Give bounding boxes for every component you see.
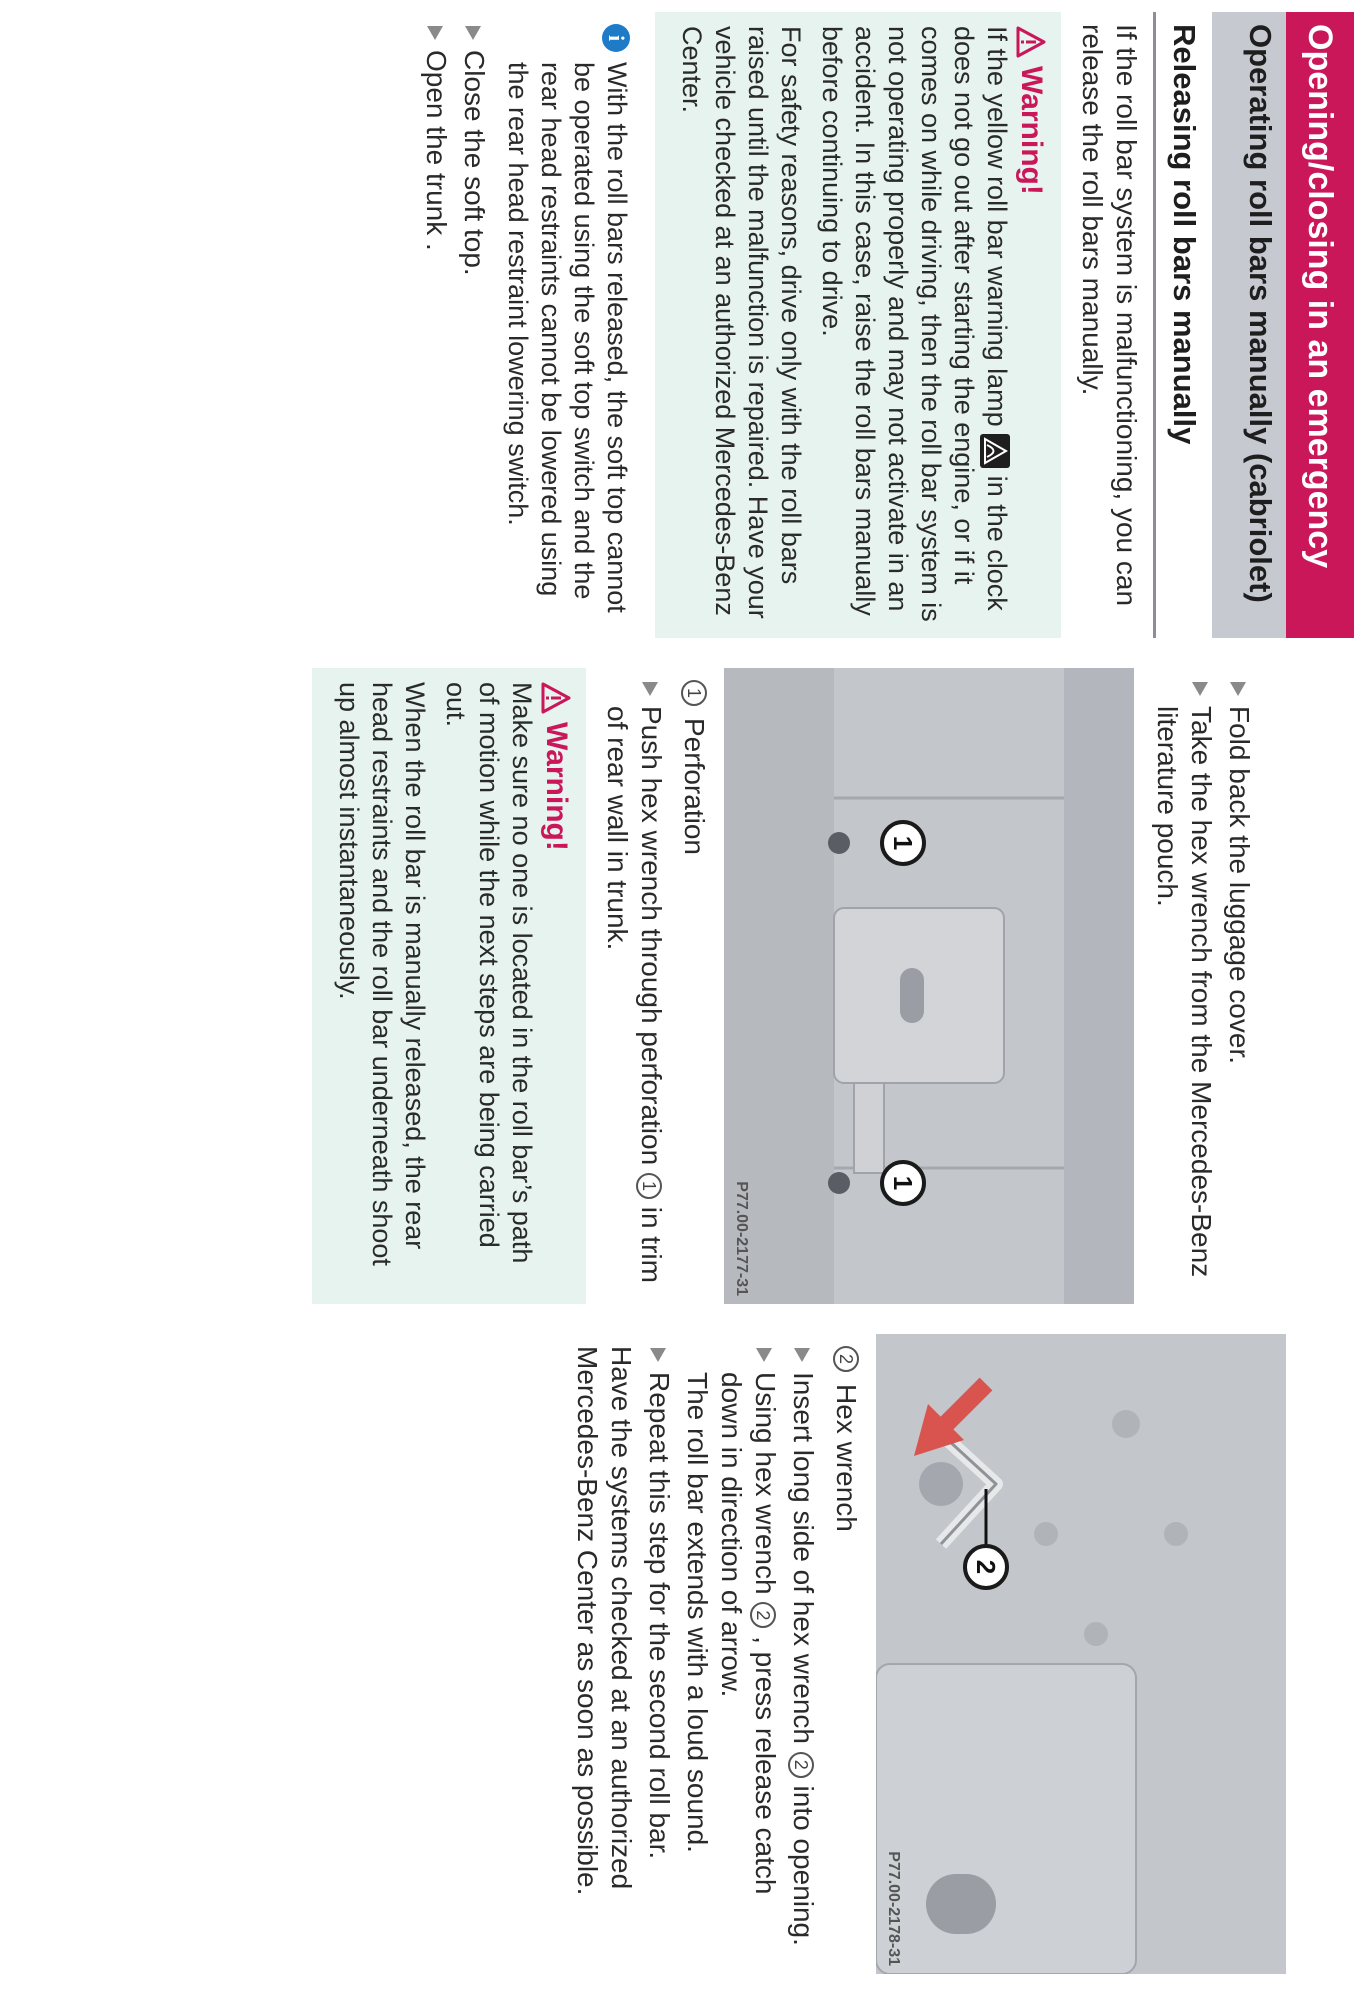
column-2 [312,668,1366,1304]
step-push-hex-wrench [600,680,668,1292]
callout-1-right: 1 [880,1160,926,1206]
figure-code-1: P77.00-2177-31 [733,1181,750,1296]
warning2-paragraph-1: Make sure no one is located in the roll bar’s path of motion while the next steps are being carried out. [441,682,537,1264]
info-note-text: With the roll bars released, the soft top cannot be operated using the soft top switch and the rear head restraints cannot be lowered using the rear head restraint lowering switch. [503,62,632,613]
section-title: Operating roll bars manually (cabriolet) [1212,12,1286,638]
info-icon: i [602,24,630,52]
warning-triangle-icon [541,682,571,714]
callout-2: 2 [963,1544,1009,1590]
column-3 [570,1334,1366,1974]
figure-perforation [724,668,1134,1304]
warning-title-1 [1013,26,1049,624]
step-take-hex-wrench: Take the hex wrench from the Mercedes-Benz literature pouch. [1150,680,1218,1292]
subsection-title: Releasing roll bars manually [1153,12,1212,638]
step-using-text-before: Using hex wrench [750,1372,781,1595]
warning-title-text-2: Warning! [540,722,573,851]
step-insert-number: 2 [788,1752,814,1778]
steps-list-2 [1150,668,1256,1304]
caption-perforation [678,680,710,1292]
warning-triangle-icon [1016,26,1046,58]
warning-paragraph-1 [815,26,1013,624]
step-insert-text-before: Insert long side of hex wrench [788,1372,819,1744]
warning-text-after-lamp: in the clock does not go out after starting the engine, or if it comes on while driving, then the roll bar system is not operating properly and may not activate in an accident. In this case, raise the roll bars manually before continuing to drive. [817,26,1012,622]
note-roll-bar-extends: The roll bar extends with a loud sound. [682,1372,713,1853]
caption-number-1: 1 [681,680,707,706]
step-close-soft-top: Close the soft top. [457,24,491,626]
caption-text-2: Hex wrench [831,1384,862,1532]
step-fold-luggage-cover: Fold back the luggage cover. [1222,680,1256,1292]
caption-hex-wrench [830,1346,862,1962]
steps-list-3 [600,668,668,1304]
caption-text-1: Perforation [679,718,710,855]
steps-list-1 [419,12,491,638]
trunk-rear-wall-illustration [724,668,1134,1304]
figure-hex-wrench [876,1334,1286,1974]
chapter-banner: Opening/closing in an emergency [1286,12,1354,638]
step-open-trunk: Open the trunk . [419,24,453,626]
steps-list-4 [642,1334,820,1974]
step-push-text-before: Push hex wrench through perforation [636,706,667,1166]
step-push-number: 1 [636,1173,662,1199]
step-repeat: Repeat this step for the second roll bar. [642,1346,676,1962]
step-using-text-after: , press release catch down in direction of arrow. [716,1372,781,1895]
step-push-text-after: in trim of rear wall in trunk. [602,706,667,1283]
step-using-number: 2 [750,1602,776,1628]
warning2-paragraph-2: When the roll bar is manually released, the rear head restraints and the roll bar underneath shoot up almost instantaneously. [334,682,430,1266]
final-note: Have the systems checked at an authorized Mercedes-Benz Center as soon as possible. [572,1346,637,1896]
step-press-release-catch [680,1346,782,1962]
warning-title-2 [538,682,574,1290]
figure-code-2: P77.00-2178-31 [885,1851,902,1966]
warning-title-text-1: Warning! [1015,66,1048,195]
warning-text-before-lamp: If the yellow roll bar warning lamp [982,26,1012,427]
info-note [501,24,633,626]
step-insert-hex-wrench [786,1346,820,1962]
warning-paragraph-2: For safety reasons, drive only with the roll bars raised until the malfunction is repaired. Have your vehicle checked at an authorized Mercedes-Benz Center. [677,26,806,619]
column-1 [415,12,1366,638]
warning-box-1 [655,12,1061,638]
roll-bar-warning-lamp-icon [980,434,1010,468]
step-insert-text-after: into opening. [788,1785,819,1946]
intro-text: If the roll bar system is malfunctioning, you can release the roll bars manually. [1077,24,1142,607]
caption-number-2: 2 [833,1346,859,1372]
callout-1-left: 1 [880,820,926,866]
warning-box-2 [312,668,586,1304]
hex-wrench-illustration [876,1334,1286,1974]
